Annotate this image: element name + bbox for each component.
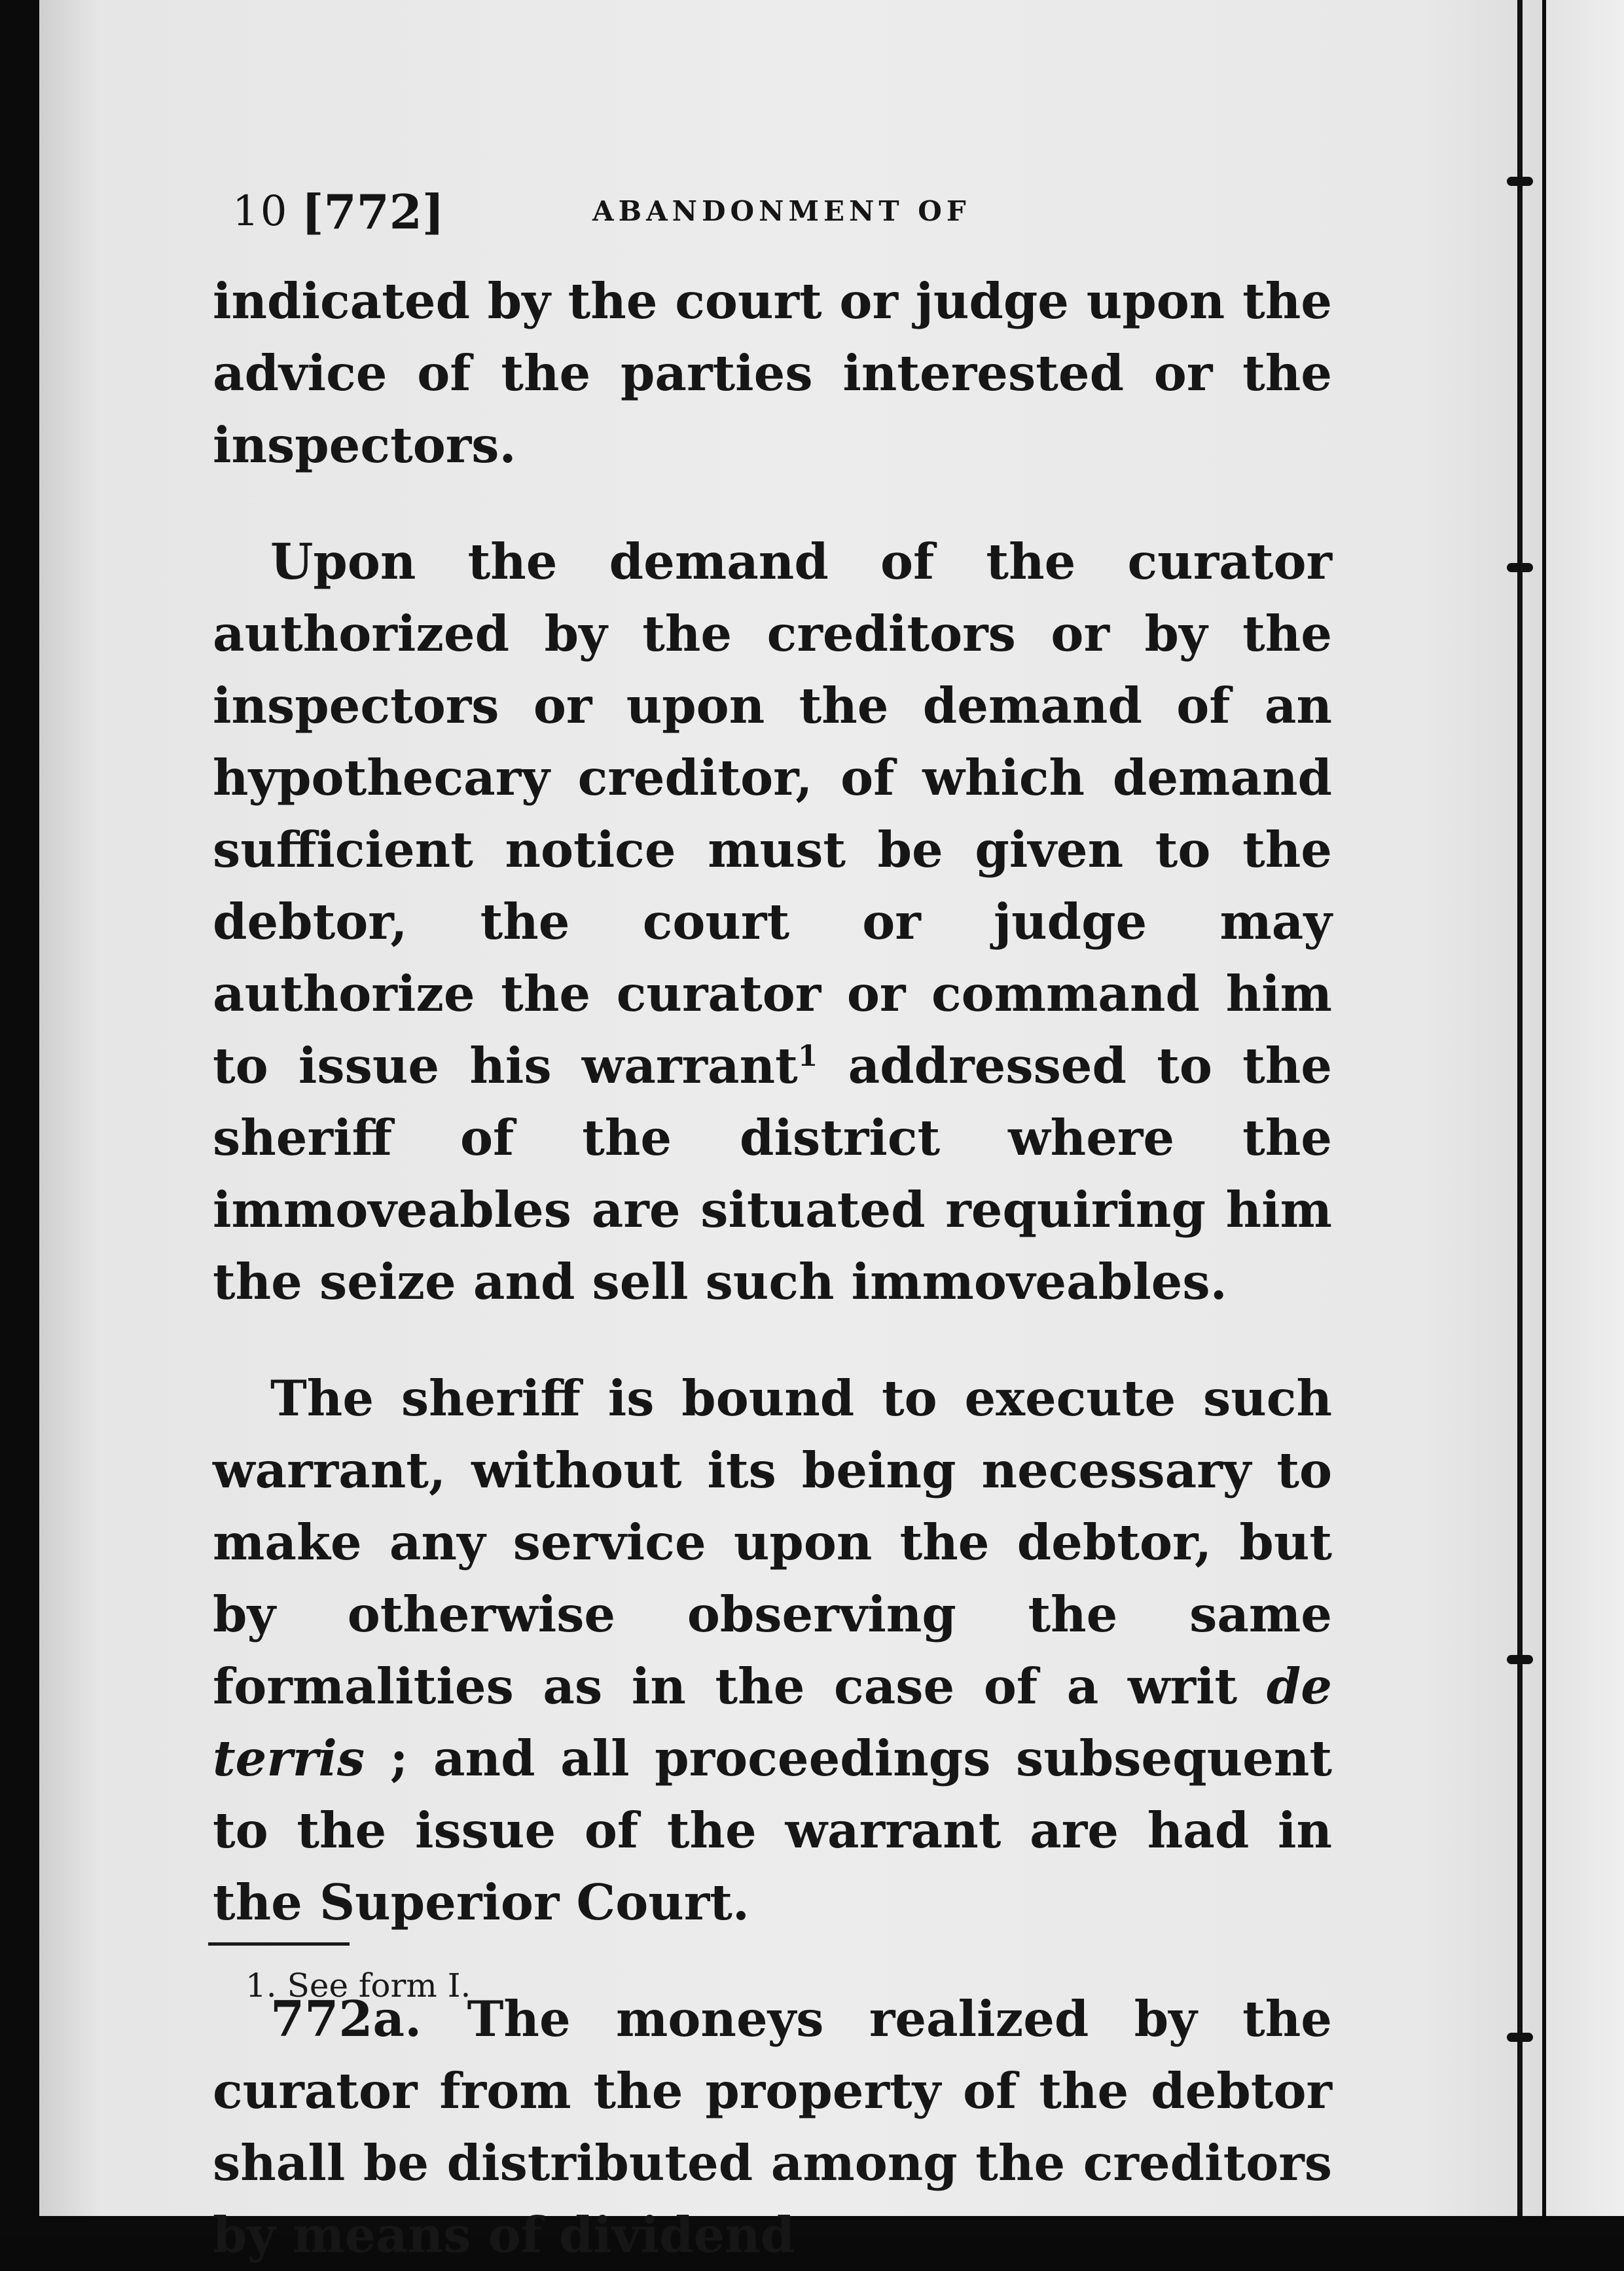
footnote: 1. See form I.: [245, 1967, 471, 2005]
article-number: 772a.: [270, 1990, 422, 2048]
italic-phrase: de terris: [213, 1658, 1332, 1787]
binding-stitch: [1507, 1655, 1533, 1664]
running-title: ABANDONMENT OF: [592, 195, 971, 227]
binding-gutter: [1517, 0, 1523, 2234]
paragraph-text: ; and all proceedings subsequent to the issue of the warrant are had in the Superior Court.: [213, 1730, 1332, 1931]
paragraph-text: addressed to the sheriff of the district where the immoveables are situated requiring him the seize and sell such immoveables.: [213, 1037, 1332, 1311]
footnote-rule: [208, 1942, 350, 1946]
paragraph-text: indicated by the court or judge upon the advice of the parties interested or the inspectors.: [213, 272, 1332, 474]
binding-stitch: [1507, 177, 1533, 186]
paragraph-text: The moneys realized by the curator from the property of the debtor shall be distributed among the creditors by means of dividend: [213, 1990, 1332, 2264]
footnote-marker: 1: [797, 1040, 818, 1073]
paragraph-text: Upon the demand of the curator authorized by the creditors or by the inspectors or upon the demand of an hypothecary creditor, of which demand sufficient notice must be given to the debtor, the court or judge may authorize the curator or command him to issue his warrant: [213, 533, 1332, 1095]
paragraph-sheriff: [213, 1362, 1332, 1938]
page-number: 10: [232, 187, 289, 236]
paragraph-article-772a: [213, 1983, 1332, 2271]
article-reference: [772]: [301, 183, 444, 240]
paragraph-text: The sheriff is bound to execute such warrant, without its being necessary to make any service upon the debtor, but by otherwise observing the same formalities as in the case of a writ: [213, 1370, 1332, 1715]
binding-stitch: [1507, 563, 1533, 572]
page-header: [232, 175, 444, 247]
binding-stitch: [1507, 2033, 1533, 2042]
paragraph-warrant: [213, 526, 1332, 1318]
adjacent-page-edge: [1546, 0, 1624, 2234]
paragraph-continuation: [213, 265, 1332, 481]
